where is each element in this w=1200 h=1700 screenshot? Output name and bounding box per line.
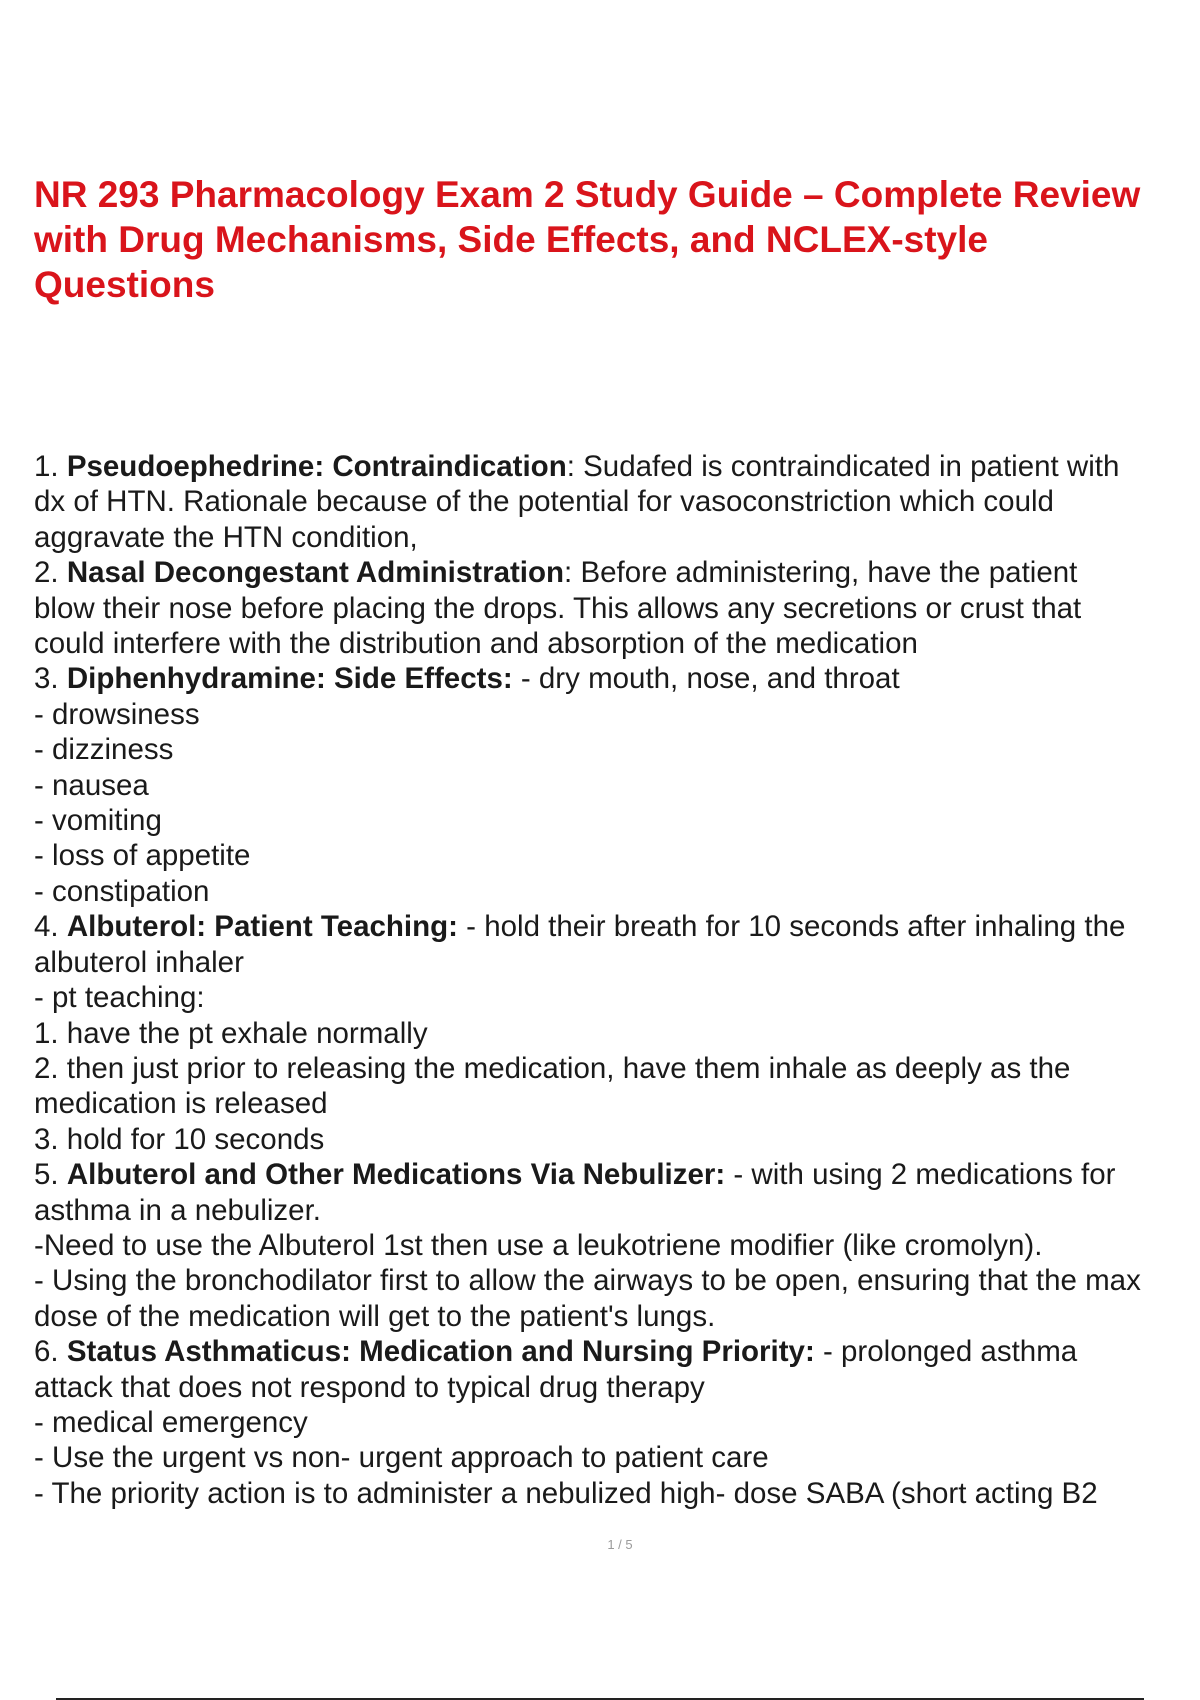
item-line: - nausea [34, 768, 149, 802]
item-text: - dry mouth, nose, and throat [512, 662, 900, 696]
item-line: - drowsiness [34, 697, 200, 731]
item-line: - medical emergency [34, 1405, 308, 1439]
item-line: - Use the urgent vs non- urgent approach to patient care [34, 1441, 769, 1475]
item-number: 1. [34, 450, 67, 483]
item-line: - loss of appetite [34, 839, 251, 873]
item-line: aggravate the HTN condition, [34, 520, 418, 554]
item-line: -Need to use the Albuterol 1st then use a leukotriene modifier (like cromolyn). [34, 1228, 1043, 1262]
item-heading: Diphenhydramine: Side Effects: [66, 662, 513, 696]
study-item-albuterol-teaching [34, 909, 1200, 1157]
study-item-pseudoephedrine [34, 449, 1200, 555]
item-line: medication is released [34, 1087, 328, 1121]
study-item-nasal-decongestant [34, 555, 1200, 661]
item-line: albuterol inhaler [34, 945, 244, 979]
item-line: - constipation [34, 874, 210, 908]
item-line: dx of HTN. Rationale because of the potential for vasoconstriction which could [34, 485, 1054, 519]
page-number: 1 / 5 [607, 1537, 633, 1552]
item-first-line [34, 909, 1200, 944]
item-number: 6. [34, 1335, 67, 1369]
item-line: blow their nose before placing the drops. This allows any secretions or crust that [34, 591, 1082, 625]
study-item-status-asthmaticus [34, 1334, 1200, 1511]
item-line: asthma in a nebulizer. [34, 1193, 321, 1227]
item-number: 2. [34, 556, 67, 590]
item-heading: Status Asthmaticus: Medication and Nursing Priority: [66, 1335, 815, 1369]
item-text: - prolonged asthma [814, 1335, 1078, 1369]
item-first-line [34, 555, 1200, 590]
item-number: 3. [34, 662, 67, 696]
item-line: - dizziness [34, 733, 174, 767]
document-title: NR 293 Pharmacology Exam 2 Study Guide – Complete Review with Drug Mechanisms, Side Effects, and NCLEX-style Questions [34, 174, 1141, 305]
item-line: 1. have the pt exhale normally [34, 1016, 428, 1050]
item-heading: Nasal Decongestant Administration [66, 556, 565, 590]
item-number: 4. [34, 910, 67, 944]
item-first-line [34, 449, 1200, 484]
item-line: dose of the medication will get to the patient's lungs. [34, 1299, 716, 1333]
item-line: - Using the bronchodilator first to allow the airways to be open, ensuring that the max [34, 1264, 1141, 1298]
item-heading: Albuterol and Other Medications Via Nebulizer: [66, 1158, 726, 1192]
item-number: 5. [34, 1158, 67, 1192]
item-heading: Albuterol: Patient Teaching: [66, 910, 458, 944]
item-line: 2. then just prior to releasing the medication, have them inhale as deeply as the [34, 1051, 1071, 1085]
item-line: - The priority action is to administer a nebulized high- dose SABA (short acting B2 [34, 1476, 1098, 1510]
study-item-diphenhydramine [34, 661, 1200, 909]
item-line: could interfere with the distribution and absorption of the medication [34, 627, 918, 661]
item-line: 3. hold for 10 seconds [34, 1122, 325, 1156]
item-text: - with using 2 medications for [725, 1158, 1116, 1192]
item-first-line [34, 1157, 1200, 1192]
item-first-line [34, 661, 1200, 696]
study-guide-content [34, 449, 1200, 1511]
item-heading: Pseudoephedrine: Contraindication [66, 450, 567, 483]
item-text: - hold their breath for 10 seconds after inhaling the [457, 910, 1126, 944]
item-line: attack that does not respond to typical drug therapy [34, 1370, 705, 1404]
item-first-line [34, 1334, 1200, 1369]
item-line: - pt teaching: [34, 981, 205, 1015]
item-line: - vomiting [34, 804, 162, 838]
item-text: : Before administering, have the patient [564, 556, 1078, 590]
item-text: : Sudafed is contraindicated in patient with [566, 450, 1120, 483]
study-item-albuterol-nebulizer [34, 1157, 1200, 1334]
